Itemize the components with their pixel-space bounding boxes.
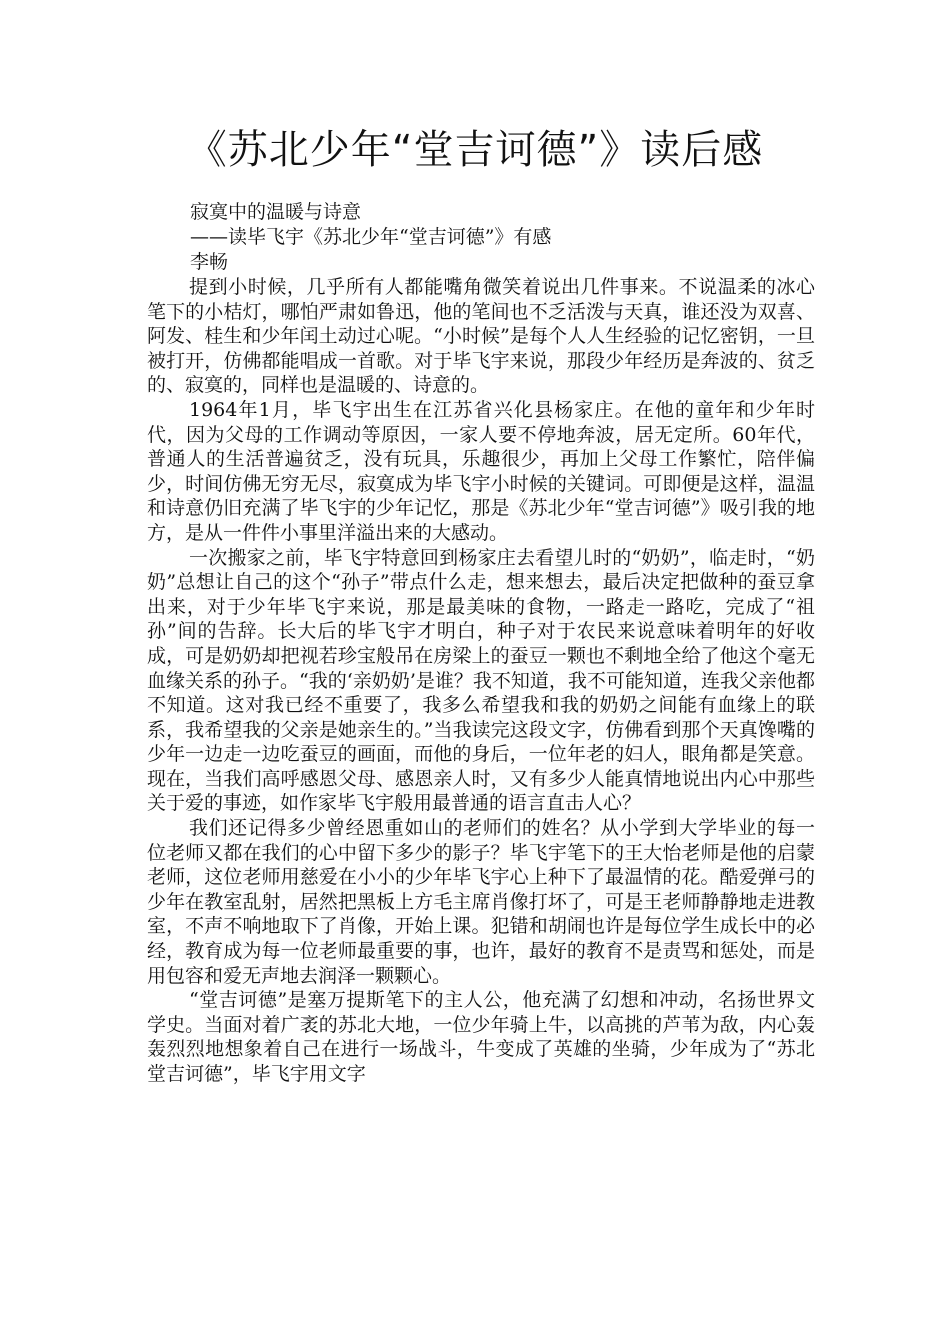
body-paragraph-5: “堂吉诃德”是塞万提斯笔下的主人公，他充满了幻想和冲动，名扬世界文学史。当面对着广袤的苏北大地，一位少年骑上牛，以高挑的芦苇为敌，内心轰轰烈烈地想象着自己在进行一场战斗，牛变成了英雄的坐骑，少年成为了“苏北堂吉诃德”，毕飞宇用文字 xyxy=(147,989,815,1085)
body-paragraph-4: 我们还记得多少曾经恩重如山的老师们的姓名？从小学到大学毕业的每一位老师又都在我们的心中留下多少的影子？毕飞宇笔下的王大怡老师是他的启蒙老师，这位老师用慈爱在小小的少年毕飞宇心上种下了最温情的花。酷爱弹弓的少年在教室乱射，居然把黑板上方毛主席肖像打坏了，可是王老师静静地走进教室，不声不响地取下了肖像，开始上课。犯错和胡闹也许是每位学生成长中的必经，教育成为每一位老师最重要的事，也许，最好的教育不是责骂和惩处，而是用包容和爱无声地去润泽一颗颗心。 xyxy=(147,817,815,987)
document-body xyxy=(147,275,815,1087)
body-paragraph-2: 1964年1月，毕飞宇出生在江苏省兴化县杨家庄。在他的童年和少年时代，因为父母的工作调动等原因，一家人要不停地奔波，居无定所。60年代，普通人的生活普遍贫乏，没有玩具，乐趣很少，再加上父母工作繁忙，陪伴偏少，时间仿佛无穷无尽，寂寞成为毕飞宇小时候的关键词。可即便是这样，温温和诗意仍旧充满了毕飞宇的少年记忆，那是《苏北少年“堂吉诃德”》吸引我的地方，是从一件件小事里洋溢出来的大感动。 xyxy=(147,398,815,544)
document-byline: ——读毕飞宇《苏北少年“堂吉诃德”》有感 xyxy=(190,226,552,248)
document-title: 《苏北少年“堂吉诃德”》读后感 xyxy=(186,127,764,173)
document-subtitle: 寂寞中的温暖与诗意 xyxy=(190,201,362,223)
body-paragraph-3: 一次搬家之前，毕飞宇特意回到杨家庄去看望儿时的“奶奶”，临走时，“奶奶”总想让自己的这个“孙子”带点什么走，想来想去，最后决定把做种的蚕豆拿出来，对于少年毕飞宇来说，那是最美味的食物，一路走一路吃，完成了“祖孙”间的告辞。长大后的毕飞宇才明白，种子对于农民来说意味着明年的好收成，可是奶奶却把视若珍宝般吊在房梁上的蚕豆一颗也不剩地全给了他这个毫无血缘关系的孙子。“我的‘亲奶奶’是谁？我不知道，我不可能知道，连我父亲他都不知道。这对我已经不重要了，我多么希望我和我的奶奶之间能有血缘上的联系，我希望我的父亲是她亲生的。”当我读完这段文字，仿佛看到那个天真馋嘴的少年一边走一边吃蚕豆的画面，而他的身后，一位年老的妇人，眼角都是笑意。现在，当我们高呼感恩父母、感恩亲人时，又有多少人能真情地说出内心中那些关于爱的事迹，如作家毕飞宇般用最普通的语言直击人心？ xyxy=(147,546,815,815)
document-author: 李畅 xyxy=(190,251,229,273)
body-paragraph-1: 提到小时候，几乎所有人都能嘴角微笑着说出几件事来。不说温柔的冰心笔下的小桔灯，哪怕严肃如鲁迅，他的笔间也不乏活泼与天真，谁还没为双喜、阿发、桂生和少年闰土动过心呢。“小时候”是每个人人生经验的记忆密钥，一旦被打开，仿佛都能唱成一首歌。对于毕飞宇来说，那段少年经历是奔波的、贫乏的、寂寞的，同样也是温暖的、诗意的。 xyxy=(147,276,815,397)
